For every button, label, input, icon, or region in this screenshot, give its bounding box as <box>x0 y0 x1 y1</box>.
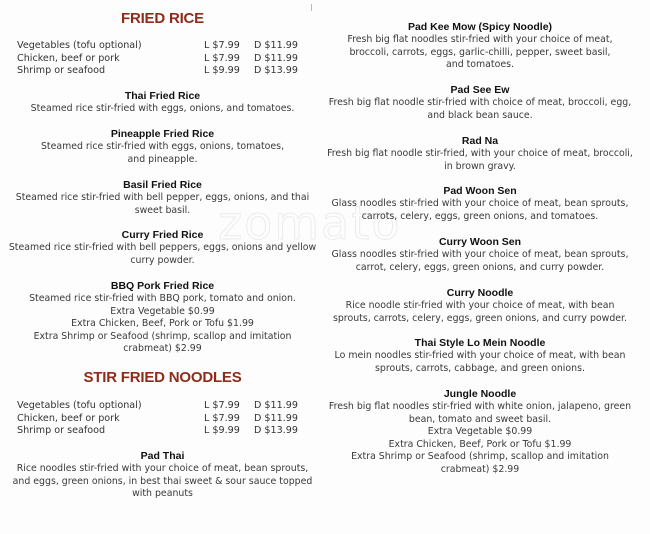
item-desc-line: broccoli, carrots, eggs, garlic-chilli, pepper, sweet basil, <box>349 46 611 58</box>
fried-rice-price-table <box>17 40 302 78</box>
item-desc-line: Rice noodle stir-fried with your choice of meat, with bean <box>345 300 615 311</box>
item-desc-line: Extra Vegetable $0.99 <box>427 426 533 438</box>
item-desc-line: Glass noodles stir-fried with your choice of meat, bean sprouts, <box>331 249 629 260</box>
item-desc-line: Steamed rice stir-fried with bell peppers, eggs, onions and yellow <box>8 242 317 253</box>
dinner-price: D $11.99 <box>254 52 299 64</box>
item-title: Pad Thai <box>140 450 185 462</box>
menu-item-pad-thai <box>0 450 325 501</box>
item-desc-line: and black bean sauce. <box>427 109 533 121</box>
menu-item-pad-see-ew <box>325 84 635 122</box>
dinner-price: D $11.99 <box>254 400 299 411</box>
item-desc-line: Extra Shrimp or Seafood (shrimp, scallop and imitation <box>33 330 292 342</box>
item-title: BBQ Pork Fried Rice <box>110 280 215 292</box>
price-name: Shrimp or seafood <box>17 65 106 77</box>
item-title: Curry Noodle <box>446 287 514 299</box>
item-desc-line: Steamed rice stir-fried with bell pepper, eggs, onions, and thai <box>15 192 310 203</box>
menu-item-rad-na <box>325 135 635 173</box>
price-name: Chicken, beef or pork <box>17 412 120 424</box>
item-desc-line: Rice noodles stir-fried with your choice of meat, bean sprouts, <box>16 463 309 474</box>
section-title-stir-fried-noodles: STIR FRIED NOODLES <box>83 369 242 386</box>
lunch-price: L $7.99 <box>204 52 240 64</box>
item-desc-line: Lo mein noodles stir-fried with your choice of meat, with bean <box>334 350 626 361</box>
lunch-price: L $9.99 <box>204 425 240 437</box>
lunch-price: L $9.99 <box>204 65 240 77</box>
dinner-price: D $13.99 <box>254 425 299 437</box>
menu-item-curry-fried-rice <box>0 229 325 267</box>
menu-item-thai-fried-rice <box>0 90 325 116</box>
item-desc-line: crabmeat) $2.99 <box>440 463 520 475</box>
item-desc-line: carrot, celery, eggs, green onions, and curry powder. <box>355 261 605 273</box>
item-title: Thai Fried Rice <box>124 90 201 102</box>
lunch-price: L $7.99 <box>204 412 240 424</box>
item-desc-line: and pineapple. <box>127 153 198 165</box>
item-desc-line: with peanuts <box>132 488 193 500</box>
item-title: Thai Style Lo Mein Noodle <box>414 337 546 349</box>
menu-item-pad-kee-mow <box>325 21 635 72</box>
item-desc-line: Extra Shrimp or Seafood (shrimp, scallop and imitation <box>351 451 609 463</box>
dinner-price: D $11.99 <box>254 412 299 424</box>
item-desc-line: in brown gravy. <box>444 160 516 172</box>
price-name: Chicken, beef or pork <box>17 52 120 64</box>
price-name: Vegetables (tofu optional) <box>17 400 142 411</box>
item-title: Jungle Noodle <box>443 388 517 400</box>
item-desc-line: Fresh big flat noodles stir-fried with your choice of meat, <box>347 34 613 45</box>
menu-item-pineapple-fried-rice <box>0 128 325 166</box>
item-title: Curry Fried Rice <box>121 229 204 241</box>
item-desc-line: Steamed rice stir-fried with eggs, onions, and tomatoes. <box>30 103 295 114</box>
menu-item-thai-style-lo-mein <box>325 337 635 375</box>
dinner-price: D $11.99 <box>254 40 299 51</box>
item-desc-line: crabmeat) $2.99 <box>123 343 202 355</box>
price-row <box>17 53 302 66</box>
item-title: Pineapple Fried Rice <box>110 128 215 140</box>
item-desc-line: Fresh big flat noodle stir-fried, with your choice of meat, broccoli, <box>327 148 633 159</box>
menu-item-jungle-noodle <box>325 388 635 477</box>
lunch-price: L $7.99 <box>204 400 240 411</box>
dinner-price: D $13.99 <box>254 65 299 77</box>
item-desc-line: Steamed rice stir-fried with BBQ pork, tomato and onion. <box>29 293 296 304</box>
item-title: Pad See Ew <box>450 84 510 96</box>
item-title: Pad Kee Mow (Spicy Noodle) <box>407 21 553 33</box>
item-desc-line: sprouts, carrots, celery, eggs, green onions, and curry powder. <box>332 312 628 324</box>
menu-item-bbq-pork-fried-rice <box>0 280 325 356</box>
item-desc-line: Steamed rice stir-fried with eggs, onions, tomatoes, <box>40 141 285 152</box>
item-desc-line: Fresh big flat noodles stir-fried with white onion, jalapeno, green <box>328 401 632 412</box>
item-desc-line: Extra Vegetable $0.99 <box>110 305 215 317</box>
item-desc-line: bean, tomato and sweet basil. <box>408 413 552 425</box>
watermark-text: zomato <box>218 196 402 250</box>
item-desc-line: carrots, celery, eggs, green onions, and tomatoes. <box>361 210 599 222</box>
menu-item-curry-woon-sen <box>325 236 635 274</box>
menu-item-pad-woon-sen <box>325 185 635 223</box>
item-desc-line: and eggs, green onions, in best thai sweet & sour sauce topped <box>12 475 313 487</box>
item-desc-line: sprouts, carrots, cabbage, and green onions. <box>375 362 585 374</box>
item-desc-line: sweet basil. <box>134 204 191 216</box>
item-desc-line: Fresh big flat noodle stir-fried with choice of meat, broccoli, egg, <box>328 97 632 108</box>
menu-item-basil-fried-rice <box>0 179 325 217</box>
price-row <box>17 40 302 53</box>
item-title: Curry Woon Sen <box>438 236 522 248</box>
price-name: Vegetables (tofu optional) <box>17 40 142 51</box>
price-row <box>17 425 302 438</box>
item-desc-line: Extra Chicken, Beef, Pork or Tofu $1.99 <box>388 438 572 450</box>
item-desc-line: and tomatoes. <box>446 59 514 71</box>
price-name: Shrimp or seafood <box>17 425 106 437</box>
item-desc-line: Extra Chicken, Beef, Pork or Tofu $1.99 <box>71 318 254 330</box>
item-desc-line: curry powder. <box>130 254 195 266</box>
lunch-price: L $7.99 <box>204 40 240 51</box>
item-desc-line: Glass noodles stir-fried with your choice of meat, bean sprouts, <box>331 198 629 209</box>
item-title: Pad Woon Sen <box>443 185 517 197</box>
right-column <box>325 0 650 534</box>
item-title: Rad Na <box>461 135 499 147</box>
menu-item-curry-noodle <box>325 287 635 325</box>
price-row <box>17 65 302 78</box>
price-row <box>17 413 302 426</box>
noodles-price-table <box>17 400 302 438</box>
price-row <box>17 400 302 413</box>
section-title-fried-rice: FRIED RICE <box>120 10 204 27</box>
item-title: Basil Fried Rice <box>123 179 202 191</box>
